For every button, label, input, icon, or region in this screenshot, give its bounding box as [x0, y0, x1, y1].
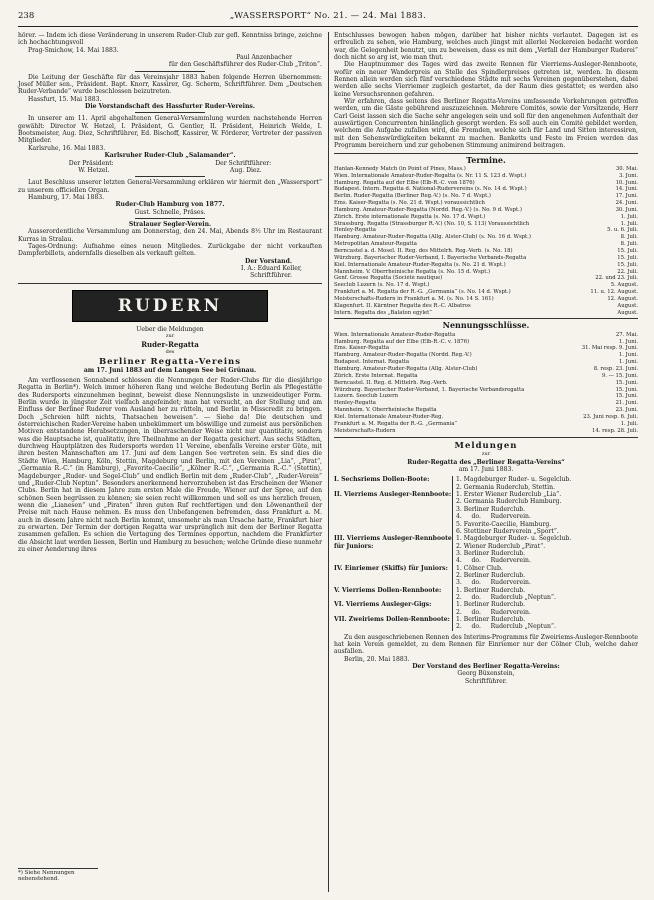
notice-triton-place: Prag-Smichow, 14. Mai 1883.: [28, 46, 119, 54]
item-date: 1. Juli.: [620, 220, 638, 227]
item-event: Klagenfurt. II. Kärntner Regatta des R.-C. Albatros: [334, 302, 471, 309]
separator: [135, 218, 205, 219]
meldungen-signature: Georg Büxenstein,: [457, 670, 515, 678]
race-entrants: [452, 535, 638, 564]
item-date: 23. Juni.: [615, 407, 638, 414]
section-rule: [334, 153, 638, 154]
list-item: [334, 380, 638, 387]
list-item: [334, 269, 638, 276]
item-date: 1. Juni.: [618, 338, 638, 345]
item-event: Ems. Kaiser-Regatta: [334, 345, 390, 352]
item-event: Frankfurt a. M. Regatta der R.-G. „Germania“: [334, 420, 458, 427]
list-item: [334, 407, 638, 414]
item-date: 1. Juli.: [620, 420, 638, 427]
race-entrants: [452, 601, 638, 616]
list-item: [334, 310, 638, 317]
notice-stralau-board: Der Vorstand.: [245, 257, 292, 265]
notice-karlsruhe-roles: [18, 160, 322, 167]
article-body: Am verflossenen Sonnabend schlossen die Nennungen der Ruder-Clubs für die diesjährige Regatta in Berlin*). Welch immer höheren Rang und welche Bedeutung Berlin als Pflegestätte des Rudersports einzunehmen beginnt, beweist diese Nennungsliste in unzweideutiger Form. Berlin wurde in jüngster Zeit vielfach angefeindet; man hat versucht, an der Stellung und am Einfluss der Berliner Ruderer vom Ausland her zu rütteln, und Berlin in Misscredit zu bringen. Doch „Schreien hilft nichts, Thatsachen beweisen“. — Siehe da! Die deutschen und österreichischen Ruder-Vereine haben unbekümmert um böswillige und zumeist aus persönlichen Motiven entstandene Herabsetzungen, in überraschender Weise nicht nur quantitativ, sondern was die Hauptsache ist, qualitativ, ihre Theilnahme an der Regatta gesichert. Aus sechs Städten, durchweg Hauptplätzen des Rudersports werden 11 Vereine, ebenfalls Vereine erster Güte, mit ihren besten Mannschaften am 17. Juni auf dem Langen See vertreten sein. Es sind dies die Städte Wien, Hamburg, Köln, Stettin, Magdeburg und Berlin, mit den Vereinen „Lia“, „Pirat“, „Germania R.-C.“ (in Hamburg), „Favorite-Caecilie“, „Kölner R.-C.“, „Germania R.-C.“ (Stettin), Magdeburger „Ruder- und Segel-Club“ und endlich Berlin mit dem „Ruder-Club“, „Ruder-Verein“ und „Ruder-Club Neptun“. Besonders anerkennend hervorzuheben ist das Erscheinen der Wiener Clubs. Berlin hat in diesem Jahre zum ersten Male die Freude, Wiener auf der Spree, auf den schönen Seen begrüssen zu können; sie seien recht willkommen und soll es uns herzlich freuen, wenn die „Lianesen“ und „Piraten“ ihren guten Ruf rechtfertigen und den Löwenantheil der Preise mit nach Hause nehmen. Es muss den Unbefangenen befremden, dass Frankfurt a. M. auch in diesem Jahre nicht nach Berlin kommt, umsomehr als man Ursache hatte, Frankfurt hier zu erwarten. Der Termin der dortigen Regatta war ursprünglich mit dem der Berliner Regatta zusammen gefallen. Es schien die Vertagung des Termines opportun, nachdem die Frankfurter die Absicht laut werden liessen, Berlin und Hamburg zu besuchen; welche Gründe diese nunmehr zu einer Aenderung ihres: [18, 377, 322, 553]
notice-stralau-agenda: Tages-Ordnung: Aufnahme eines neuen Mitgliedes. Zurückgabe der nicht verkauften Dampferbillets, andernfalls dieselben als verkauft gelten.: [18, 242, 322, 258]
item-date: 15. Juli.: [617, 254, 638, 261]
item-event: Budapest. Internat. Regatta: [334, 359, 410, 366]
item-date: 14. resp. 28. Juli.: [592, 427, 638, 434]
item-event: Wien. Internationale Amateur-Ruder-Regatta (s. Nr. 11 S. 123 d. Wspt.): [334, 172, 527, 179]
entrant: 2. Berliner Ruderclub.: [456, 571, 526, 579]
name-president: W. Hetzel.: [78, 166, 110, 174]
list-item: [334, 234, 638, 241]
notice-hassfurt-place: Hassfurt, 15. Mai 1883.: [28, 95, 102, 103]
meldungen-subtitle: Ruder-Regatta des „Berliner Regatta-Vereins“: [407, 458, 565, 466]
article-pretitle-zur: zur: [165, 333, 175, 339]
article-pretitle-des: des: [165, 349, 175, 356]
entrant: 1. Berliner Ruderclub.: [456, 601, 526, 609]
item-event: Mannheim. V. Oberrheinische Regatta: [334, 407, 437, 414]
masthead-title: „WASSERSPORT“ No. 21. — 24. Mai 1883.: [229, 11, 427, 21]
notice-stralau-text: Ausserordentliche Versammlung am Donnerstag, den 24. Mai, Abends 8½ Uhr im Restaurant Kurras in Stralau.: [18, 228, 322, 243]
item-event: Luzern. Seeclub Luzern: [334, 393, 399, 400]
item-event: Meisterschafts-Rudern in Frankfurt a. M. (s. No. 14 S. 161): [334, 295, 494, 302]
list-item: [334, 352, 638, 359]
race-category: I. Sechsriems Dollen-Boote:: [334, 476, 430, 484]
item-date: 1. Juni.: [618, 359, 638, 366]
entrant: 1. Magdeburger Ruder- u. Segelclub.: [456, 476, 572, 484]
separator: [135, 176, 205, 177]
list-item: [334, 296, 638, 303]
list-item: [334, 221, 638, 228]
item-date: August.: [617, 302, 638, 309]
item-event: Mannheim. V. Oberrheinische Regatta (s. No. 15 d. Wspt.): [334, 268, 491, 275]
column-divider: [328, 32, 329, 892]
item-date: 14. Juni.: [615, 186, 638, 193]
item-event: Intern. Regatta des „Balaton egylet“: [334, 309, 433, 316]
list-item: [334, 332, 638, 339]
list-item: [334, 241, 638, 248]
list-item: [334, 345, 638, 352]
item-event: Kiel. Internationale Amateur-Ruder-Regatta (s. No. 21 d. Wspt.): [334, 261, 506, 268]
item-date: 15. Juni.: [615, 393, 638, 400]
article-pretitle: Ueber die Meldungen: [136, 325, 204, 333]
notice-stralau-signature: I. A.: Eduard Keller,: [241, 264, 302, 272]
item-date: 3. Juni.: [618, 172, 638, 179]
race-category: VII. Zweiriems Dollen-Rennboote:: [334, 615, 450, 623]
item-event: Berncastel. II. Reg. d. Mittelrh. Reg.-Verb.: [334, 379, 448, 386]
item-date: 22. und 23. Juli.: [595, 275, 638, 282]
list-item: [334, 180, 638, 187]
item-date: 8. Juli.: [620, 234, 638, 241]
list-item: [334, 282, 638, 289]
item-date: 12. August.: [607, 295, 638, 302]
meldungen-date: am 17. Juni 1883.: [458, 466, 514, 474]
list-item: [334, 359, 638, 366]
race-entrants: [452, 491, 638, 535]
notice-karlsruhe-text: In unserer am 11. April abgehaltenen General-Versammlung wurden nachstehende Herren gewählt: Director W. Hetzel, I. Präsident, G. Gentler, II. Präsident, Heinrich Welde, I. Bootsmeister, Aug. Diez, Schriftführer, Ed. Bischoff, Kassirer, W. Förderer, Vertreter der passiven Mitglieder.: [18, 115, 322, 145]
notice-karlsruhe-place: Karlsruhe, 16. Mai 1883.: [28, 144, 106, 152]
item-date: 5. August.: [610, 282, 638, 289]
list-item: [334, 200, 638, 207]
section-rule: [334, 437, 638, 438]
notice-hamburg-signature: Gust. Schnelle, Präses.: [134, 208, 206, 216]
entrant: 1. Magdeburger Ruder- u. Segelclub.: [456, 535, 572, 543]
termine-title: Termine.: [466, 154, 506, 165]
list-item: [334, 227, 638, 234]
item-date: 11. u. 12. August.: [590, 289, 638, 296]
notice-triton-text: hörer. — Indem ich diese Veränderung in unserem Ruder-Club zur gefl. Kenntniss bringe, zeichne ich hochachtungsvoll: [18, 32, 322, 47]
meldungen-note: Zu den ausgeschriebenen Rennen des Interims-Programms für Zweiriems-Ausleger-Rennboote hat kein Verein gemeldet, zu dem Rennen für Einriemer nur der Cölner Club, welche daher ausfallen.: [334, 633, 638, 656]
article-continued-text: Entschlusses bewogen haben mögen, darüber hat bisher nichts verlautet. Dagegen ist es erfreulich zu sehen, wie Hamburg, welches auch jüngst mit allerlei Neckereien bedacht worden war, die Gelegenheit benutzt, um zu beweisen, dass es mit dem „Verfall der Hamburger Ruderei“ doch nicht so arg ist, wie man thut.: [334, 32, 638, 62]
race-entry: [334, 601, 638, 616]
entrant: 3. Berliner Ruderclub.: [456, 549, 526, 557]
list-item: [334, 366, 638, 373]
item-event: Hamburg. Regatta auf der Elbe (Elb-R.-C. v. 1876): [334, 338, 470, 345]
entrant: 1. Cölner Club.: [456, 564, 503, 572]
separator: [334, 318, 638, 319]
footnote: *) Siehe Nennungen nebenstehend.: [18, 868, 98, 882]
race-entry: [334, 476, 638, 491]
item-date: 15. Juli.: [617, 261, 638, 268]
item-event: Henley-Regatta: [334, 400, 376, 407]
item-date: 8. resp. 23. Juni.: [593, 365, 638, 372]
item-event: Frankfurt a. M. Regatta der R.-G. „Germania“ (s. No. 14 d. Wspt.): [334, 289, 511, 296]
item-event: Seeclub Luzern (s. No. 17 d. Wspt.): [334, 282, 430, 289]
entrant: 2. Germania Ruderclub, Stettin.: [456, 483, 555, 491]
article-title-regatta: Ruder-Regatta: [141, 340, 199, 350]
item-date: 30. Juni.: [615, 206, 638, 213]
item-event: Genf. Grosse Regatta (Société nautique): [334, 275, 443, 282]
entrant: 1. Erster Wiener Ruderclub „Lia“.: [456, 491, 562, 499]
item-date: 15. Juli.: [617, 247, 638, 254]
race-entrants: [452, 616, 638, 631]
meldungen-title: Meldungen: [454, 441, 518, 452]
left-column: [18, 32, 322, 553]
item-event: Henley-Regatta: [334, 227, 376, 234]
item-date: 10. Juni.: [615, 179, 638, 186]
notice-triton-signature: Paul Anzenbacher: [236, 54, 292, 62]
item-event: Hamburg. Amateur-Ruder-Regatta (Allg. Alster-Club): [334, 365, 478, 372]
list-item: [334, 289, 638, 296]
item-event: Budapest. Intern. Regatta d. National-Rudervereins (s. No. 14 d. Wspt.): [334, 186, 527, 193]
right-column: [334, 32, 638, 685]
list-item: [334, 193, 638, 200]
list-item: [334, 275, 638, 282]
item-date: 17. Juni.: [615, 193, 638, 200]
item-date: 15. Juni.: [615, 379, 638, 386]
race-entry: [334, 616, 638, 631]
list-item: [334, 166, 638, 173]
entrant: 2. do. Ruderclub „Neptun“.: [456, 623, 556, 631]
item-event: Kiel. Internationale Amateur-Ruder-Reg.: [334, 413, 444, 420]
list-item: [334, 414, 638, 421]
entrant: 2. Wiener Ruderclub „Pirat“.: [456, 542, 546, 550]
section-rule: [18, 283, 322, 284]
race-category: IV. Einriemer (Skiffs) für Juniors:: [334, 564, 448, 572]
item-event: Wien. Internationale Amateur-Ruder-Regatta: [334, 331, 456, 338]
list-item: [334, 214, 638, 221]
item-date: 22. Juli.: [617, 268, 638, 275]
item-event: Zürich. Erste internationale Regatta (s. No. 17 d. Wspt.): [334, 213, 486, 220]
page-number: 238: [18, 11, 35, 21]
entrant: 1. Berliner Ruderclub.: [456, 615, 526, 623]
item-event: Berncastel a. d. Mosel. II. Reg. des Mittelrh. Reg.-Verb. (s. No. 18): [334, 247, 513, 254]
entrant: 4. do. Ruderverein.: [456, 557, 531, 565]
article-subtitle: am 17. Juni 1883 auf dem Langen See bei Grünau.: [83, 366, 257, 374]
article-continued-text-3: Wir erfahren, dass seitens des Berliner Regatta-Vereins umfassende Vorkehrungen getroffen werden, um die Gäste gebührend auszuzeichnen. Mehrere Comités, sowie der Vorsitzende, Herr Carl Geist lassen sich die Sache sehr angelegen sein und soll für den angenehmen Aufenthalt der auswärtigen Concurrenten hinlänglich gesorgt werden. Es soll auch ein Comité gebildet werden, welchem die Aufgabe zufallen wird, die Fremden, welche sich für Land und Sitten interessiren, mit den Sehenswürdigkeiten bekannt zu machen. Banketts und Feste im Freien werden das Programm bereichern und zur gehobenen Stimmung animirend beitragen.: [334, 98, 638, 150]
list-item: [334, 421, 638, 428]
item-event: Hanlan-Kennedy Match (in Point of Pines, Mass.): [334, 165, 466, 172]
item-event: Hamburg. Amateur-Ruder-Regatta (Nordd. Reg.-V.) (s. No. 9 d. Wspt.): [334, 206, 522, 213]
nennungsschluesse-title: Nennungsschlüsse.: [442, 320, 530, 331]
notice-stralau-role: Schriftführer.: [250, 272, 292, 280]
list-item: [334, 262, 638, 269]
item-date: 30. Mai.: [615, 165, 638, 172]
item-date: 27. Mai.: [615, 331, 638, 338]
item-event: Hamburg. Amateur-Ruder-Regatta (Allg. Alster-Club) (s. No. 16 d. Wspt.): [334, 234, 531, 241]
notice-karlsruhe-names: [18, 167, 322, 174]
meldungen-board: Der Vorstand des Berliner Regatta-Vereins:: [412, 663, 560, 671]
item-event: Würzburg. Bayerischer Ruder-Verband, 1. Bayerische Verbandsregatta: [334, 386, 525, 393]
item-event: Meisterschafts-Rudern: [334, 427, 396, 434]
article-title-club: Berliner Regatta-Vereins: [98, 356, 242, 367]
race-category: II. Vierriems Ausleger-Rennboote:: [334, 491, 452, 499]
item-event: Metropolitan Amateur-Regatta: [334, 241, 417, 248]
item-event: Würzburg. Bayerischer Ruder-Verband, I. Bayerische Verbands-Regatta: [334, 254, 527, 261]
termine-list: [334, 166, 638, 317]
item-event: Zürich. Erste Internat. Regatta: [334, 372, 418, 379]
newspaper-page: [18, 10, 638, 895]
list-item: [334, 400, 638, 407]
item-date: 15. Juni.: [615, 386, 638, 393]
notice-hamburg-text: Laut Beschluss unserer letzten General-Versammlung erklären wir hiermit den „Wassersport“ zu unserem officiellen Organ.: [18, 179, 322, 194]
page-header: [18, 10, 638, 27]
meldungen-place: Berlin, 20. Mai 1883.: [344, 655, 410, 663]
entrant: 2. do. Ruderverein.: [456, 608, 531, 616]
race-entrants: [452, 587, 638, 602]
role-president: Der Präsident:: [68, 159, 114, 167]
role-secretary: Der Schriftführer:: [215, 159, 272, 167]
item-event: Ems. Kaiser-Regatta (s. No. 21 d. Wspt.) voraussichtlich: [334, 200, 485, 207]
race-entrants: [452, 476, 638, 491]
item-event: Berlin. Ruder-Regatta (Berliner Reg.-V.) (s. No. 7 d. Wspt.): [334, 193, 491, 200]
item-date: 23. Juni resp. 6. Juli.: [583, 413, 638, 420]
notice-hamburg-club: Ruder-Club Hamburg von 1877.: [115, 201, 225, 209]
race-category: VI. Vierriems Ausleger-Gigs:: [334, 601, 432, 609]
item-date: August.: [617, 309, 638, 316]
rudern-section-banner: RUDERN: [72, 290, 268, 322]
list-item: [334, 303, 638, 310]
notice-stralau-title: Stralauer Segler-Verein.: [128, 220, 212, 228]
notice-hassfurt-text: Die Leitung der Geschäfte für das Vereinsjahr 1883 haben folgende Herren übernommen: Josef Müller sen., Präsident. Bapt. Knorr, Kassirer, Gg. Scherm, Schriftführer. Dem „Deutschen Ruder-Verbande“ wurde beschlossen beizutreten.: [18, 73, 322, 96]
race-entry: [334, 587, 638, 602]
list-item: [334, 339, 638, 346]
entrant: 1. Berliner Ruderclub.: [456, 586, 526, 594]
race-category: V. Vierriems Dollen-Rennboote:: [334, 586, 442, 594]
notice-hamburg-place: Hamburg, 17. Mai 1883.: [28, 193, 105, 201]
list-item: [334, 186, 638, 193]
entrant: 3. Berliner Ruderclub.: [456, 505, 526, 513]
entrant: 4. do. Ruderverein.: [456, 513, 531, 521]
list-item: [334, 173, 638, 180]
item-date: 9. — 15. Juni.: [601, 372, 638, 379]
item-date: 5. u. 6. Juli.: [607, 227, 638, 234]
separator: [135, 112, 205, 113]
entrant: 6. Stettiner Ruderverein „Sport“.: [456, 527, 559, 535]
item-date: 1. Juni.: [618, 352, 638, 359]
item-event: Hamburg. Amateur-Ruder-Regatta (Nordd. Reg.-V.): [334, 352, 472, 359]
list-item: [334, 393, 638, 400]
entrant: 5. Favorite-Caecilie, Hamburg.: [456, 520, 552, 528]
list-item: [334, 248, 638, 255]
race-entrants: [452, 565, 638, 587]
meldungen-role: Schriftführer.: [465, 677, 507, 685]
race-entry: [334, 565, 638, 587]
entrant: 3. do. Ruderverein.: [456, 579, 531, 587]
notice-hassfurt-signature: Die Vorstandschaft des Hassfurter Ruder-Vereins.: [85, 103, 255, 111]
entrant: 2. do. Ruderclub „Neptun“.: [456, 593, 556, 601]
notice-triton-role: für den Geschäftsführer des Ruder-Club „Triton“.: [168, 61, 322, 69]
entrant: 2. Germania Ruderclub Hamburg.: [456, 498, 562, 506]
item-event: Hamburg. Regatta auf der Elbe (Elb-R.-C. von 1876): [334, 179, 475, 186]
list-item: [334, 387, 638, 394]
separator: [135, 71, 205, 72]
item-date: 8. Juli.: [620, 241, 638, 248]
race-entry: [334, 491, 638, 535]
list-item: [334, 373, 638, 380]
meldungen-pretitle: zur: [481, 451, 491, 458]
list-item: [334, 428, 638, 435]
list-item: [334, 207, 638, 214]
name-secretary: Aug. Diez.: [230, 166, 262, 174]
meldungen-list: [334, 476, 638, 630]
item-date: 24. Juni.: [615, 200, 638, 207]
item-date: 21. Juni.: [615, 400, 638, 407]
race-category: III. Vierriems Ausleger-Rennboote für Juniors:: [334, 535, 452, 550]
list-item: [334, 255, 638, 262]
notice-karlsruhe-club: Karlsruher Ruder-Club „Salamander“.: [104, 152, 236, 160]
item-event: Strassburg. Regatta (Strassburger R.-V.) (No. 10, S. 113) Voraussichtlich: [334, 220, 530, 227]
article-continued-text-2: Die Hauptnummer des Tages wird das zweite Rennen für Vierriems-Ausleger-Rennboote, wofür ein neuer Wanderpreis an Stelle des Spindlerpreises getreten ist, werden. In diesem Rennen allein werden sich fünf verschiedene Städte mit sechs Vereinen gegenüberstehen, dabei werden alle sechs Vierriemer zugleich gestartet, da der Raum dies gestattet; es werden also keine Versuchsrennen gefahren.: [334, 61, 638, 98]
nennungsschluesse-list: [334, 332, 638, 435]
item-date: 1. Juli.: [620, 213, 638, 220]
race-entry: [334, 535, 638, 564]
item-date: 31. Mai resp. 9. Juni.: [581, 345, 638, 352]
